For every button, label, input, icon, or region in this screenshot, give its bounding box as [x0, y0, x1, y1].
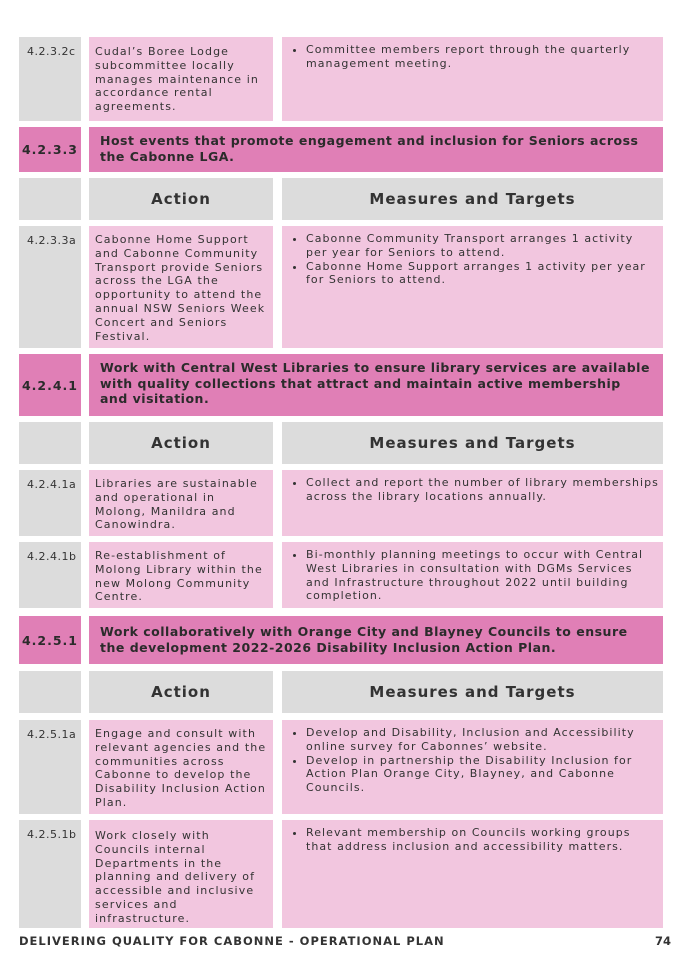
measures-cell	[282, 470, 663, 536]
action-header: Action	[89, 671, 273, 713]
measure-item: • Committee members report through the quarterly management meeting.	[306, 43, 659, 71]
measures-cell	[282, 37, 663, 121]
measure-item: • Develop in partnership the Disability Inclusion for Action Plan Orange City, Blayney, and Cabonne Councils.	[306, 754, 659, 795]
row-code: 4.2.3.3a	[19, 226, 81, 348]
section-code: 4.2.4.1	[19, 354, 81, 416]
measure-item: • Cabonne Home Support arranges 1 activity per year for Seniors to attend.	[306, 260, 659, 288]
measures-header: Measures and Targets	[282, 178, 663, 220]
action-header: Action	[89, 178, 273, 220]
section-title: Host events that promote engagement and inclusion for Seniors across the Cabonne LGA.	[89, 127, 663, 172]
measures-list	[282, 37, 663, 71]
section-title: Work collaboratively with Orange City and Blayney Councils to ensure the development 2022-2026 Disability Inclusion Action Plan.	[89, 616, 663, 664]
measure-item: • Develop and Disability, Inclusion and Accessibility online survey for Cabonnes’ website.	[306, 726, 659, 754]
measure-item: • Bi-monthly planning meetings to occur with Central West Libraries in consultation with DGMs Services and Infrastructure throughout 2022 until building completion.	[306, 548, 659, 603]
row-code: 4.2.5.1b	[19, 820, 81, 928]
action-header: Action	[89, 422, 273, 464]
measures-header: Measures and Targets	[282, 671, 663, 713]
action-cell: Libraries are sustainable and operational in Molong, Manildra and Canowindra.	[89, 470, 273, 536]
page-number: 74	[655, 934, 672, 948]
action-cell: Work closely with Councils internal Departments in the planning and delivery of accessible and inclusive services and infrastructure.	[89, 820, 273, 928]
row-code: 4.2.5.1a	[19, 720, 81, 814]
measures-list	[282, 820, 663, 854]
header-blank	[19, 178, 81, 220]
measures-list	[282, 542, 663, 603]
action-cell: Cabonne Home Support and Cabonne Community Transport provide Seniors across the LGA the opportunity to attend the annual NSW Seniors Week Concert and Seniors Festival.	[89, 226, 273, 348]
section-code: 4.2.5.1	[19, 616, 81, 664]
row-code: 4.2.3.2c	[19, 37, 81, 121]
measures-list	[282, 720, 663, 795]
measures-header: Measures and Targets	[282, 422, 663, 464]
section-title: Work with Central West Libraries to ensure library services are available with quality collections that attract and maintain active membership and visitation.	[89, 354, 663, 416]
measure-item: • Collect and report the number of library memberships across the library locations annually.	[306, 476, 659, 504]
measures-list	[282, 226, 663, 287]
measure-item: • Relevant membership on Councils working groups that address inclusion and accessibility matters.	[306, 826, 659, 854]
section-code: 4.2.3.3	[19, 127, 81, 172]
action-cell: Cudal’s Boree Lodge subcommittee locally manages maintenance in accordance rental agreements.	[89, 37, 273, 121]
row-code: 4.2.4.1a	[19, 470, 81, 536]
action-cell: Re-establishment of Molong Library within the new Molong Community Centre.	[89, 542, 273, 608]
measures-cell	[282, 226, 663, 348]
measures-cell	[282, 720, 663, 814]
row-code: 4.2.4.1b	[19, 542, 81, 608]
header-blank	[19, 671, 81, 713]
measures-list	[282, 470, 663, 504]
header-blank	[19, 422, 81, 464]
measures-cell	[282, 542, 663, 608]
footer-text: DELIVERING QUALITY FOR CABONNE - OPERATIONAL PLAN	[19, 934, 445, 948]
measures-cell	[282, 820, 663, 928]
measure-item: • Cabonne Community Transport arranges 1 activity per year for Seniors to attend.	[306, 232, 659, 260]
action-cell: Engage and consult with relevant agencies and the communities across Cabonne to develop the Disability Inclusion Action Plan.	[89, 720, 273, 814]
